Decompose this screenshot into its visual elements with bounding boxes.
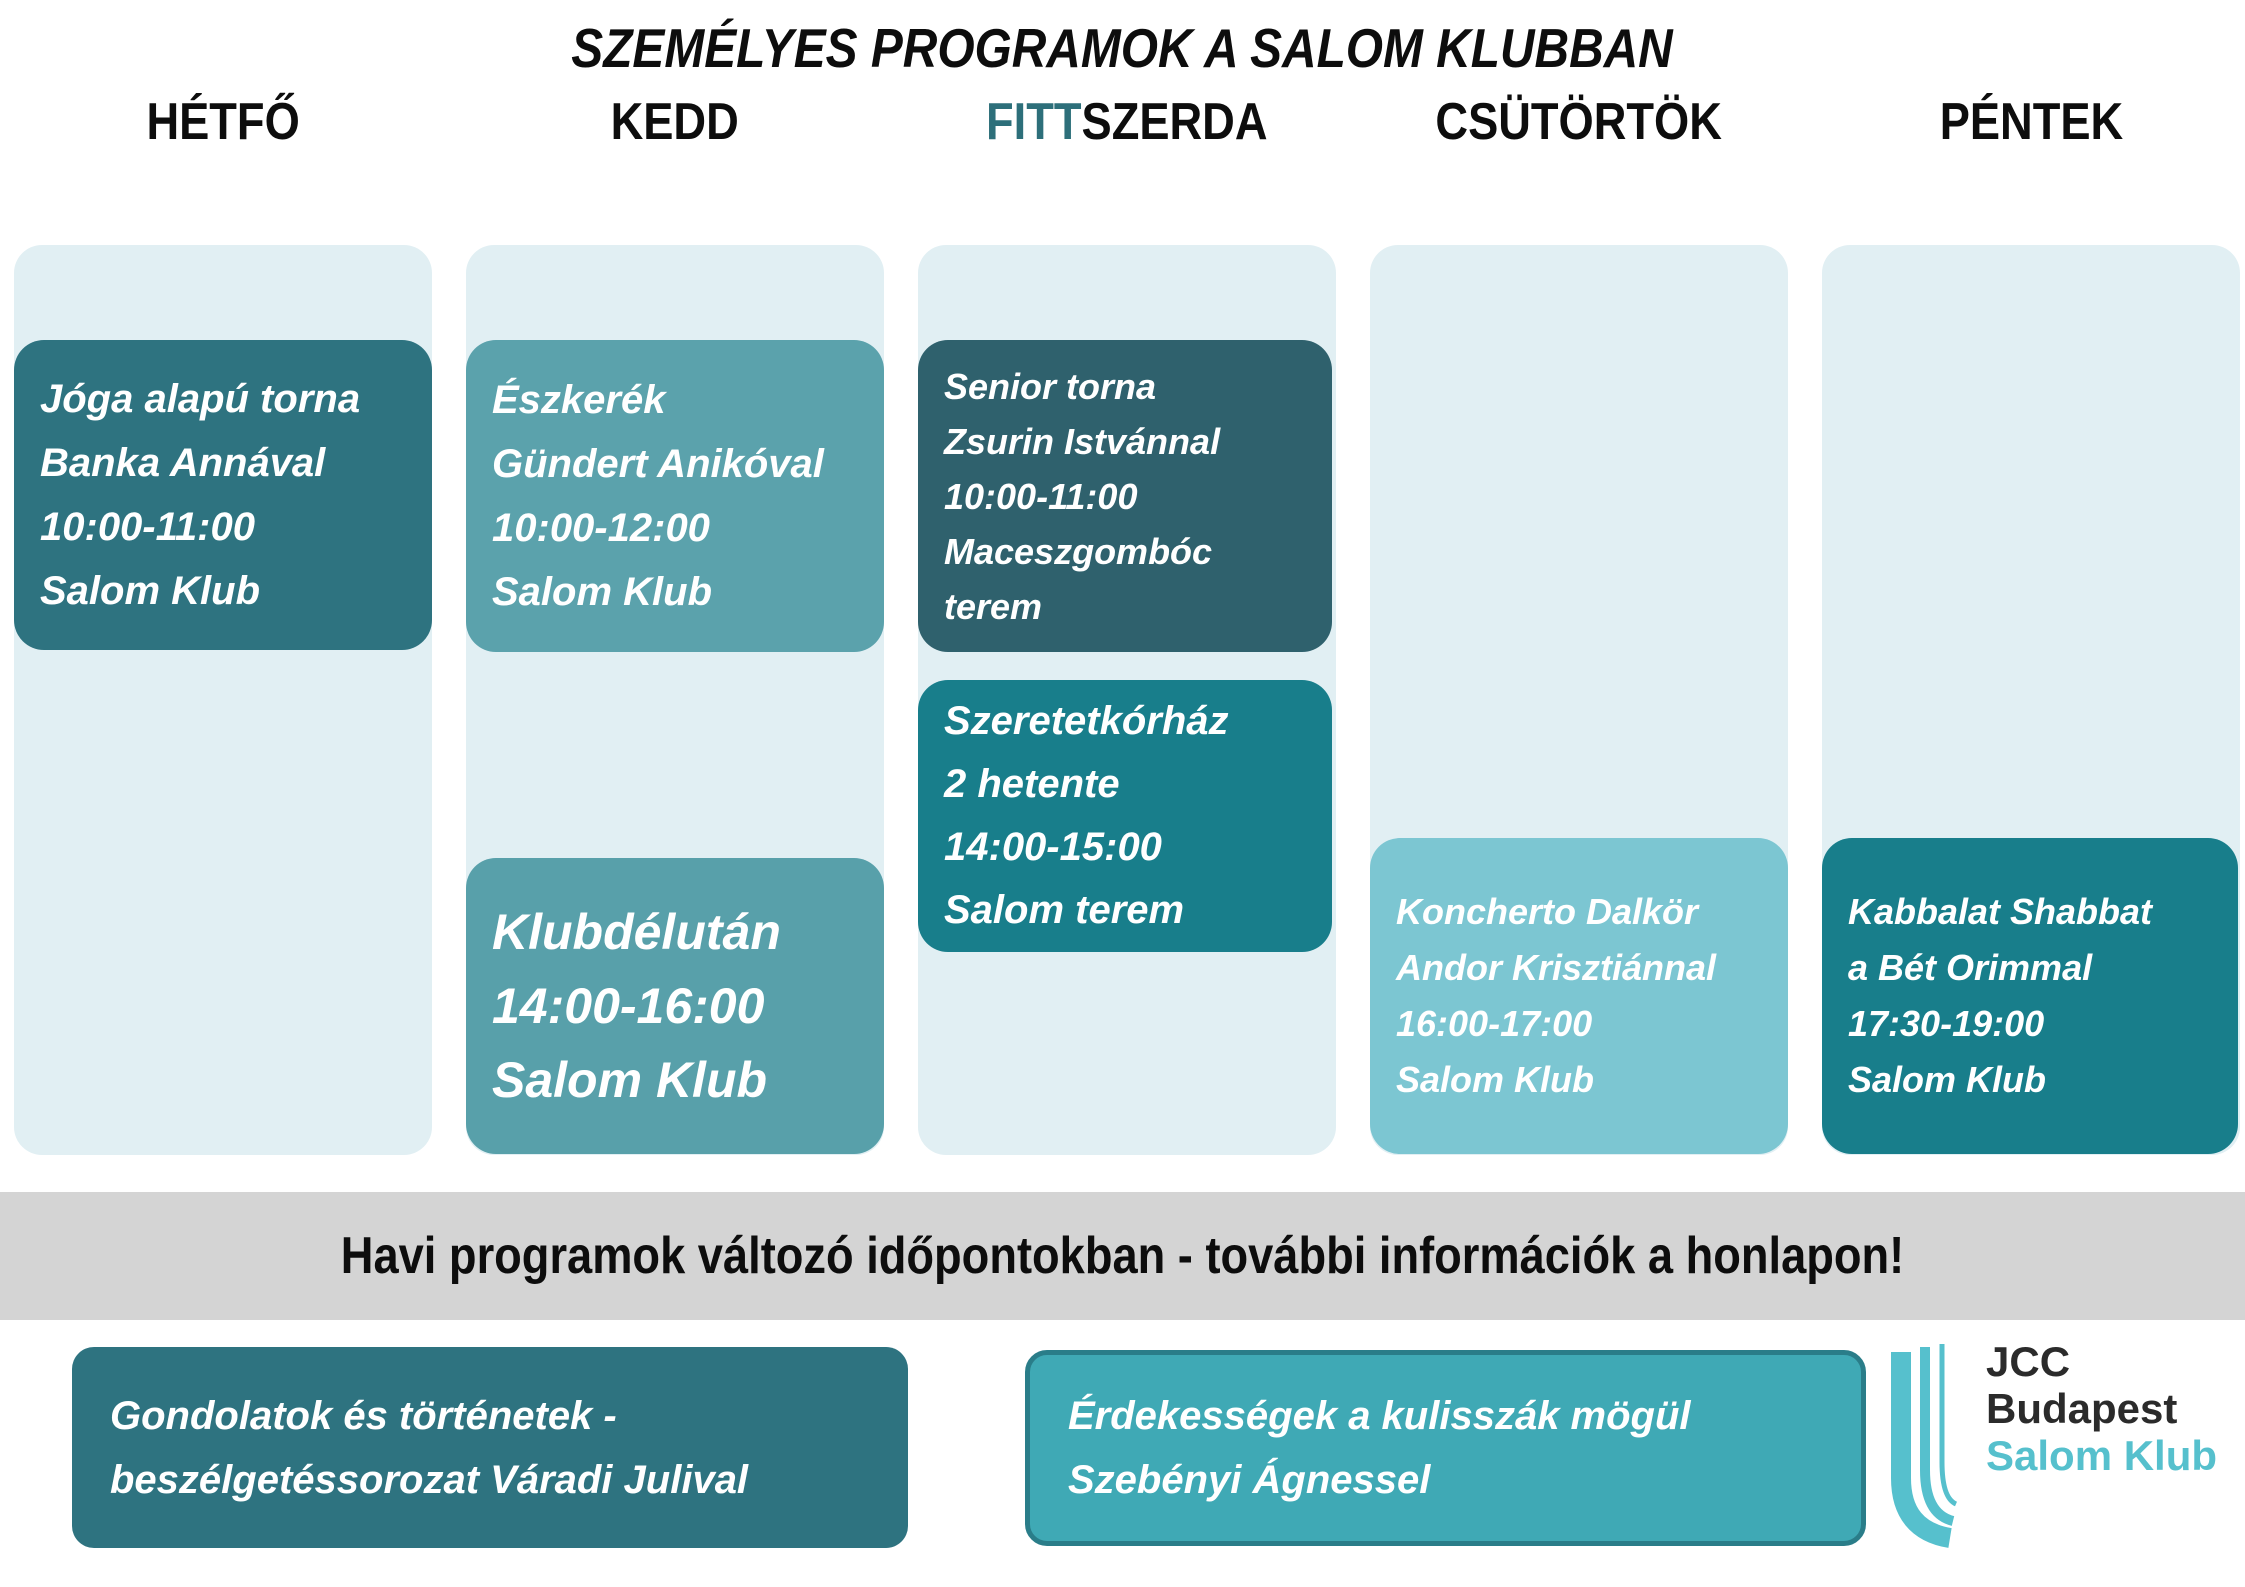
event-title: Klubdélután	[492, 904, 781, 960]
event-time: 10:00-11:00	[944, 475, 1138, 517]
event-card-tuesday-morning	[466, 340, 884, 652]
event-location: terem	[944, 585, 1043, 627]
event-title: Kabbalat Shabbat	[1848, 891, 2153, 932]
monthly-info-banner	[0, 1192, 2245, 1320]
event-location: Salom Klub	[1396, 1059, 1595, 1100]
jcc-budapest-logo	[1890, 1338, 2242, 1553]
event-host: Banka Annával	[40, 441, 326, 485]
monthly-card-talks-series	[72, 1347, 908, 1548]
event-time: 10:00-11:00	[40, 505, 255, 549]
event-time: 14:00-16:00	[492, 978, 765, 1034]
event-location: Salom Klub	[492, 1052, 768, 1108]
poster-title: SZEMÉLYES PROGRAMOK A SALOM KLUBBAN	[571, 17, 1674, 79]
day-header-friday: PÉNTEK	[1939, 93, 2123, 151]
day-header-monday: HÉTFŐ	[146, 93, 300, 151]
event-card-tuesday-afternoon	[466, 858, 884, 1154]
event-card-thursday-choir	[1370, 838, 1788, 1154]
event-location: Maceszgombóc	[944, 530, 1213, 572]
event-card-wednesday-afternoon	[918, 680, 1332, 952]
event-location: Salom Klub	[1848, 1059, 2047, 1100]
monthly-title: Gondolatok és történetek -	[110, 1393, 617, 1438]
event-time: 17:30-19:00	[1848, 1003, 2045, 1044]
event-host: Andor Krisztiánnal	[1396, 947, 1717, 988]
event-frequency: 2 hetente	[944, 762, 1120, 806]
event-time: 10:00-12:00	[492, 506, 710, 550]
event-location: Salom Klub	[40, 569, 261, 613]
monthly-host: Szebényi Ágnessel	[1068, 1458, 1431, 1502]
logo-text	[1986, 1338, 2217, 1479]
event-title: Senior torna	[944, 365, 1157, 407]
day-header-thursday: CSÜTÖRTÖK	[1435, 93, 1723, 151]
monthly-host: beszélgetéssorozat Váradi Julival	[110, 1457, 749, 1502]
event-title: Koncherto Dalkör	[1396, 891, 1699, 932]
day-header-tuesday: KEDD	[610, 93, 740, 151]
day-header-wednesday: FITTSZERDA	[986, 93, 1268, 151]
monthly-card-behind-scenes	[1025, 1350, 1866, 1546]
event-card-wednesday-morning	[918, 340, 1332, 652]
event-time: 14:00-15:00	[944, 825, 1162, 869]
event-location: Salom terem	[944, 888, 1185, 932]
event-title: Észkerék	[492, 378, 666, 422]
logo-line-budapest: Budapest	[1986, 1385, 2178, 1432]
banner-text: Havi programok változó időpontokban - további információk a honlapon!	[340, 1227, 1905, 1285]
event-title: Szeretetkórház	[944, 699, 1229, 743]
event-card-monday-yoga	[14, 340, 432, 650]
event-host: Zsurin Istvánnal	[944, 420, 1221, 462]
event-host: a Bét Orimmal	[1848, 947, 2093, 988]
monthly-title: Érdekességek a kulisszák mögül	[1068, 1394, 1691, 1438]
event-card-friday-shabbat	[1822, 838, 2238, 1154]
jcc-j-ribbon-icon	[1890, 1344, 1968, 1548]
fitt-accent-label: FITT	[986, 93, 1082, 151]
event-title: Jóga alapú torna	[40, 377, 361, 421]
logo-line-salom-klub: Salom Klub	[1986, 1432, 2218, 1479]
event-host: Gündert Anikóval	[492, 442, 824, 486]
logo-line-jcc: JCC	[1986, 1338, 2071, 1385]
event-time: 16:00-17:00	[1396, 1003, 1593, 1044]
event-location: Salom Klub	[492, 570, 713, 614]
